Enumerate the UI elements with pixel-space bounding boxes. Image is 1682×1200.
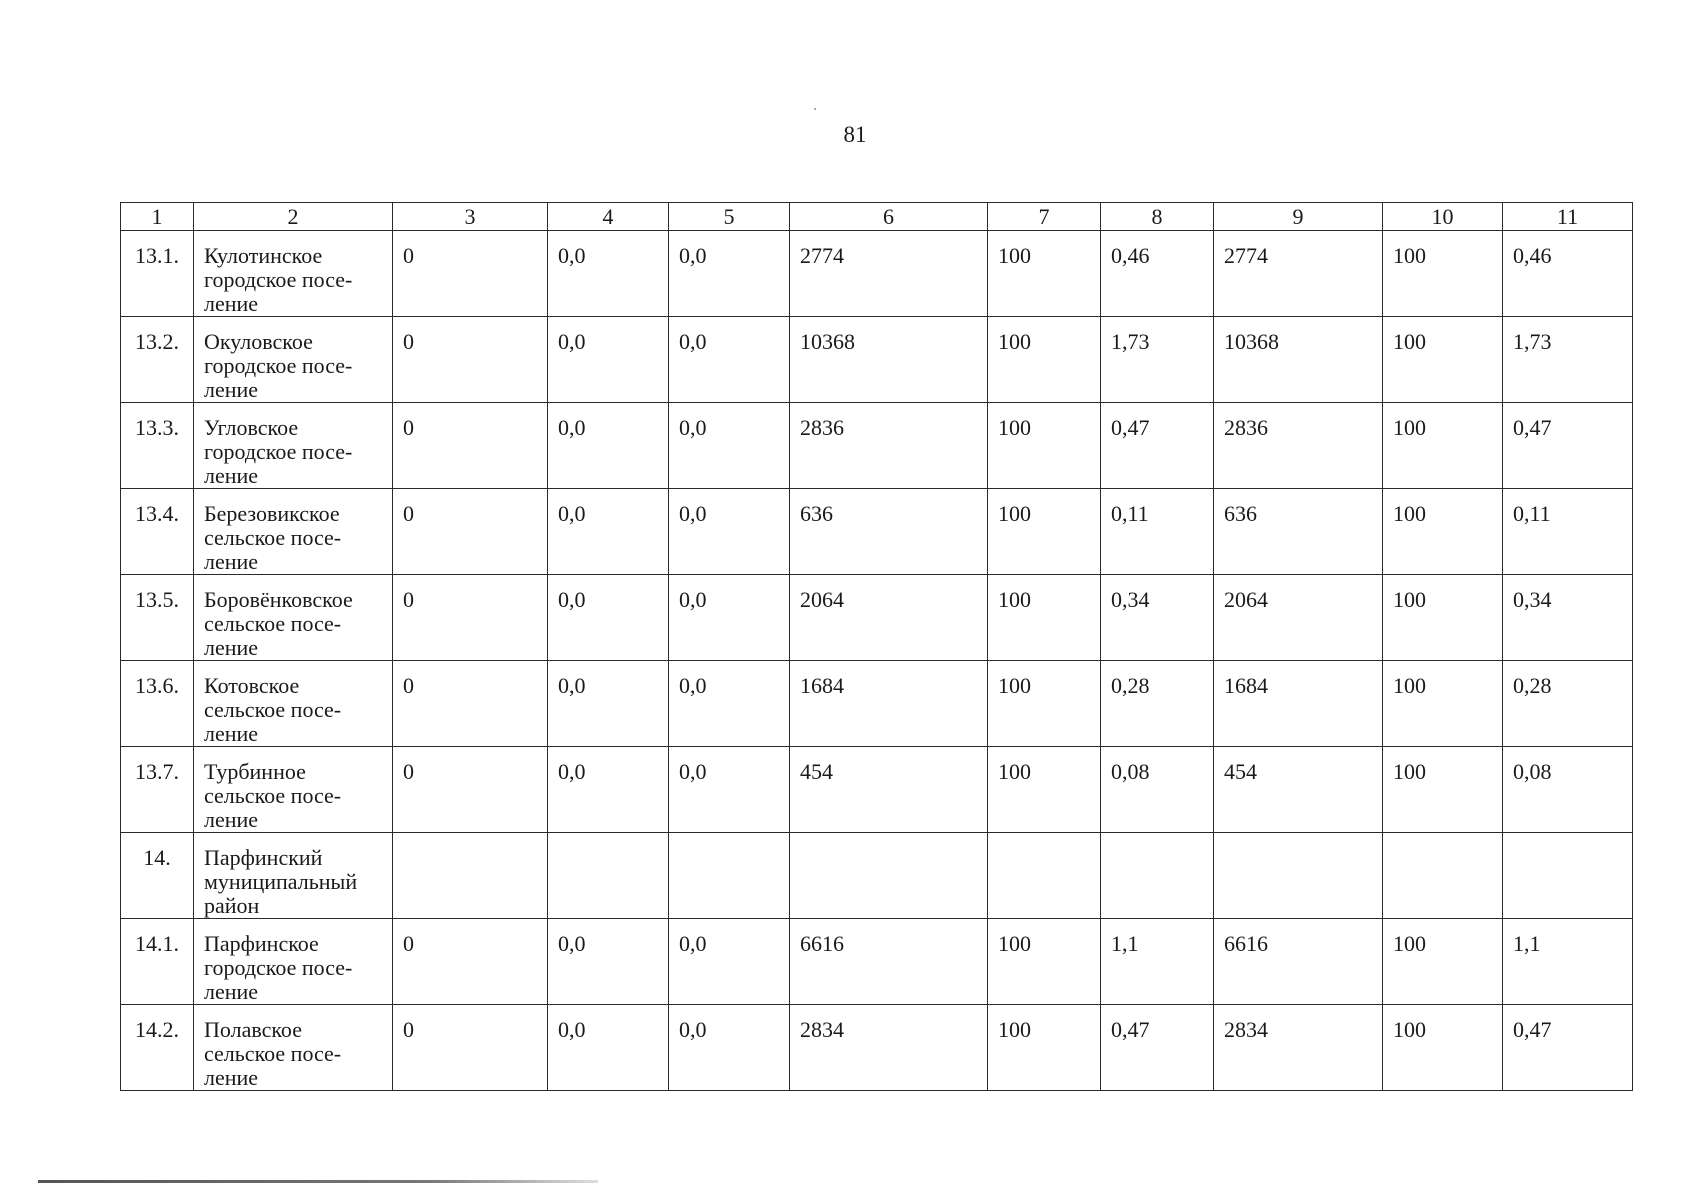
table-row — [121, 919, 1633, 1005]
value-cell-col-3: 0 — [393, 575, 548, 661]
data-table — [120, 202, 1633, 1091]
table-row — [121, 575, 1633, 661]
municipality-name-line: ление — [204, 377, 259, 402]
value-cell-col-5: 0,0 — [669, 661, 790, 747]
row-number-cell: 14.1. — [121, 919, 194, 1005]
municipality-name-line: ление — [204, 463, 259, 488]
value-cell-col-4: 0,0 — [548, 231, 669, 317]
value-cell-col-11: 0,28 — [1503, 661, 1633, 747]
municipality-name-cell — [194, 403, 393, 489]
column-header: 5 — [669, 203, 790, 231]
value-cell-col-11 — [1503, 833, 1633, 919]
municipality-name-line: Котовское — [204, 673, 300, 698]
row-number-cell: 13.6. — [121, 661, 194, 747]
header-row — [121, 203, 1633, 231]
value-cell-col-10: 100 — [1383, 1005, 1503, 1091]
value-cell-col-6: 2836 — [790, 403, 988, 489]
value-cell-col-3 — [393, 833, 548, 919]
value-cell-col-10: 100 — [1383, 489, 1503, 575]
municipality-name-line: городское посе- — [204, 353, 353, 378]
value-cell-col-8: 0,46 — [1101, 231, 1214, 317]
value-cell-col-6: 10368 — [790, 317, 988, 403]
value-cell-col-8 — [1101, 833, 1214, 919]
value-cell-col-8: 0,47 — [1101, 1005, 1214, 1091]
value-cell-col-11: 0,34 — [1503, 575, 1633, 661]
scan-speck — [814, 108, 816, 110]
column-header: 10 — [1383, 203, 1503, 231]
value-cell-col-6: 454 — [790, 747, 988, 833]
municipality-name-line: Березовикское — [204, 501, 340, 526]
value-cell-col-5: 0,0 — [669, 919, 790, 1005]
value-cell-col-5: 0,0 — [669, 575, 790, 661]
value-cell-col-9 — [1214, 833, 1383, 919]
value-cell-col-3: 0 — [393, 1005, 548, 1091]
row-number-cell: 13.3. — [121, 403, 194, 489]
value-cell-col-4: 0,0 — [548, 919, 669, 1005]
value-cell-col-7: 100 — [988, 575, 1101, 661]
value-cell-col-9: 636 — [1214, 489, 1383, 575]
value-cell-col-4: 0,0 — [548, 575, 669, 661]
municipality-name-line: Кулотинское — [204, 243, 323, 268]
municipality-name-cell — [194, 833, 393, 919]
municipality-name-line: сельское посе- — [204, 1041, 342, 1066]
value-cell-col-7 — [988, 833, 1101, 919]
column-header: 6 — [790, 203, 988, 231]
value-cell-col-5: 0,0 — [669, 747, 790, 833]
municipality-name-line: Угловское — [204, 415, 299, 440]
value-cell-col-9: 2774 — [1214, 231, 1383, 317]
municipality-name-line: городское посе- — [204, 439, 353, 464]
value-cell-col-7: 100 — [988, 919, 1101, 1005]
value-cell-col-8: 0,28 — [1101, 661, 1214, 747]
municipality-name-line: ление — [204, 549, 259, 574]
value-cell-col-8: 1,1 — [1101, 919, 1214, 1005]
column-header: 1 — [121, 203, 194, 231]
value-cell-col-8: 0,08 — [1101, 747, 1214, 833]
value-cell-col-7: 100 — [988, 661, 1101, 747]
footer-rule — [38, 1180, 598, 1183]
value-cell-col-6: 2834 — [790, 1005, 988, 1091]
value-cell-col-10: 100 — [1383, 575, 1503, 661]
value-cell-col-9: 2064 — [1214, 575, 1383, 661]
municipality-name-cell — [194, 489, 393, 575]
municipality-name-line: сельское посе- — [204, 611, 342, 636]
value-cell-col-9: 10368 — [1214, 317, 1383, 403]
value-cell-col-9: 1684 — [1214, 661, 1383, 747]
value-cell-col-9: 6616 — [1214, 919, 1383, 1005]
value-cell-col-4: 0,0 — [548, 317, 669, 403]
row-number-cell: 13.5. — [121, 575, 194, 661]
value-cell-col-11: 0,47 — [1503, 1005, 1633, 1091]
value-cell-col-7: 100 — [988, 489, 1101, 575]
municipality-name-line: ление — [204, 721, 259, 746]
value-cell-col-6: 1684 — [790, 661, 988, 747]
municipality-name-line: Боровёнковское — [204, 587, 353, 612]
value-cell-col-6: 636 — [790, 489, 988, 575]
table-row — [121, 1005, 1633, 1091]
row-number-cell: 14.2. — [121, 1005, 194, 1091]
value-cell-col-8: 0,11 — [1101, 489, 1214, 575]
value-cell-col-9: 454 — [1214, 747, 1383, 833]
municipality-name-line: сельское посе- — [204, 783, 342, 808]
municipality-name-cell — [194, 747, 393, 833]
column-header: 3 — [393, 203, 548, 231]
value-cell-col-3: 0 — [393, 403, 548, 489]
value-cell-col-11: 1,1 — [1503, 919, 1633, 1005]
row-number-cell: 13.7. — [121, 747, 194, 833]
municipality-name-cell — [194, 575, 393, 661]
value-cell-col-5: 0,0 — [669, 317, 790, 403]
value-cell-col-3: 0 — [393, 489, 548, 575]
value-cell-col-5: 0,0 — [669, 1005, 790, 1091]
municipality-name-line: городское посе- — [204, 267, 353, 292]
row-number-cell: 13.1. — [121, 231, 194, 317]
municipality-name-cell — [194, 919, 393, 1005]
value-cell-col-3: 0 — [393, 661, 548, 747]
municipality-name-line: ление — [204, 635, 259, 660]
value-cell-col-4 — [548, 833, 669, 919]
table-row — [121, 661, 1633, 747]
value-cell-col-10: 100 — [1383, 317, 1503, 403]
municipality-name-line: ление — [204, 807, 259, 832]
municipality-name-line: Окуловское — [204, 329, 313, 354]
value-cell-col-10: 100 — [1383, 231, 1503, 317]
municipality-name-line: ление — [204, 1065, 259, 1090]
municipality-name-line: район — [204, 893, 260, 918]
value-cell-col-3: 0 — [393, 919, 548, 1005]
value-cell-col-11: 0,11 — [1503, 489, 1633, 575]
column-header: 4 — [548, 203, 669, 231]
value-cell-col-10 — [1383, 833, 1503, 919]
municipality-name-line: Турбинное — [204, 759, 306, 784]
table-row — [121, 403, 1633, 489]
value-cell-col-7: 100 — [988, 1005, 1101, 1091]
column-header: 11 — [1503, 203, 1633, 231]
municipality-name-cell — [194, 661, 393, 747]
value-cell-col-11: 0,46 — [1503, 231, 1633, 317]
municipality-name-cell — [194, 317, 393, 403]
value-cell-col-8: 1,73 — [1101, 317, 1214, 403]
value-cell-col-6 — [790, 833, 988, 919]
value-cell-col-3: 0 — [393, 317, 548, 403]
municipality-name-line: ление — [204, 979, 259, 1004]
column-header: 2 — [194, 203, 393, 231]
column-header: 8 — [1101, 203, 1214, 231]
column-header: 9 — [1214, 203, 1383, 231]
value-cell-col-11: 0,47 — [1503, 403, 1633, 489]
table-row — [121, 489, 1633, 575]
table-row — [121, 747, 1633, 833]
value-cell-col-7: 100 — [988, 403, 1101, 489]
value-cell-col-3: 0 — [393, 231, 548, 317]
value-cell-col-7: 100 — [988, 747, 1101, 833]
value-cell-col-7: 100 — [988, 231, 1101, 317]
municipality-name-line: городское посе- — [204, 955, 353, 980]
municipality-name-cell — [194, 231, 393, 317]
row-number-cell: 14. — [121, 833, 194, 919]
municipality-name-line: сельское посе- — [204, 525, 342, 550]
value-cell-col-10: 100 — [1383, 403, 1503, 489]
value-cell-col-11: 0,08 — [1503, 747, 1633, 833]
value-cell-col-6: 6616 — [790, 919, 988, 1005]
table-row — [121, 317, 1633, 403]
value-cell-col-3: 0 — [393, 747, 548, 833]
table-body — [121, 231, 1633, 1091]
value-cell-col-4: 0,0 — [548, 1005, 669, 1091]
value-cell-col-5: 0,0 — [669, 403, 790, 489]
row-number-cell: 13.2. — [121, 317, 194, 403]
value-cell-col-5: 0,0 — [669, 231, 790, 317]
municipality-name-line: сельское посе- — [204, 697, 342, 722]
value-cell-col-11: 1,73 — [1503, 317, 1633, 403]
value-cell-col-4: 0,0 — [548, 661, 669, 747]
value-cell-col-4: 0,0 — [548, 489, 669, 575]
row-number-cell: 13.4. — [121, 489, 194, 575]
value-cell-col-5 — [669, 833, 790, 919]
value-cell-col-10: 100 — [1383, 919, 1503, 1005]
municipality-name-line: Полавское — [204, 1017, 302, 1042]
municipality-name-line: Парфинский — [204, 845, 323, 870]
municipality-name-line: ление — [204, 291, 259, 316]
municipality-name-cell — [194, 1005, 393, 1091]
table-row — [121, 833, 1633, 919]
value-cell-col-6: 2064 — [790, 575, 988, 661]
value-cell-col-9: 2834 — [1214, 1005, 1383, 1091]
value-cell-col-10: 100 — [1383, 747, 1503, 833]
value-cell-col-8: 0,47 — [1101, 403, 1214, 489]
value-cell-col-7: 100 — [988, 317, 1101, 403]
column-header: 7 — [988, 203, 1101, 231]
value-cell-col-9: 2836 — [1214, 403, 1383, 489]
value-cell-col-4: 0,0 — [548, 403, 669, 489]
value-cell-col-5: 0,0 — [669, 489, 790, 575]
municipality-name-line: Парфинское — [204, 931, 319, 956]
value-cell-col-4: 0,0 — [548, 747, 669, 833]
value-cell-col-6: 2774 — [790, 231, 988, 317]
municipality-name-line: муниципальный — [204, 869, 358, 894]
table-row — [121, 231, 1633, 317]
page-number: 81 — [843, 122, 867, 147]
value-cell-col-10: 100 — [1383, 661, 1503, 747]
value-cell-col-8: 0,34 — [1101, 575, 1214, 661]
